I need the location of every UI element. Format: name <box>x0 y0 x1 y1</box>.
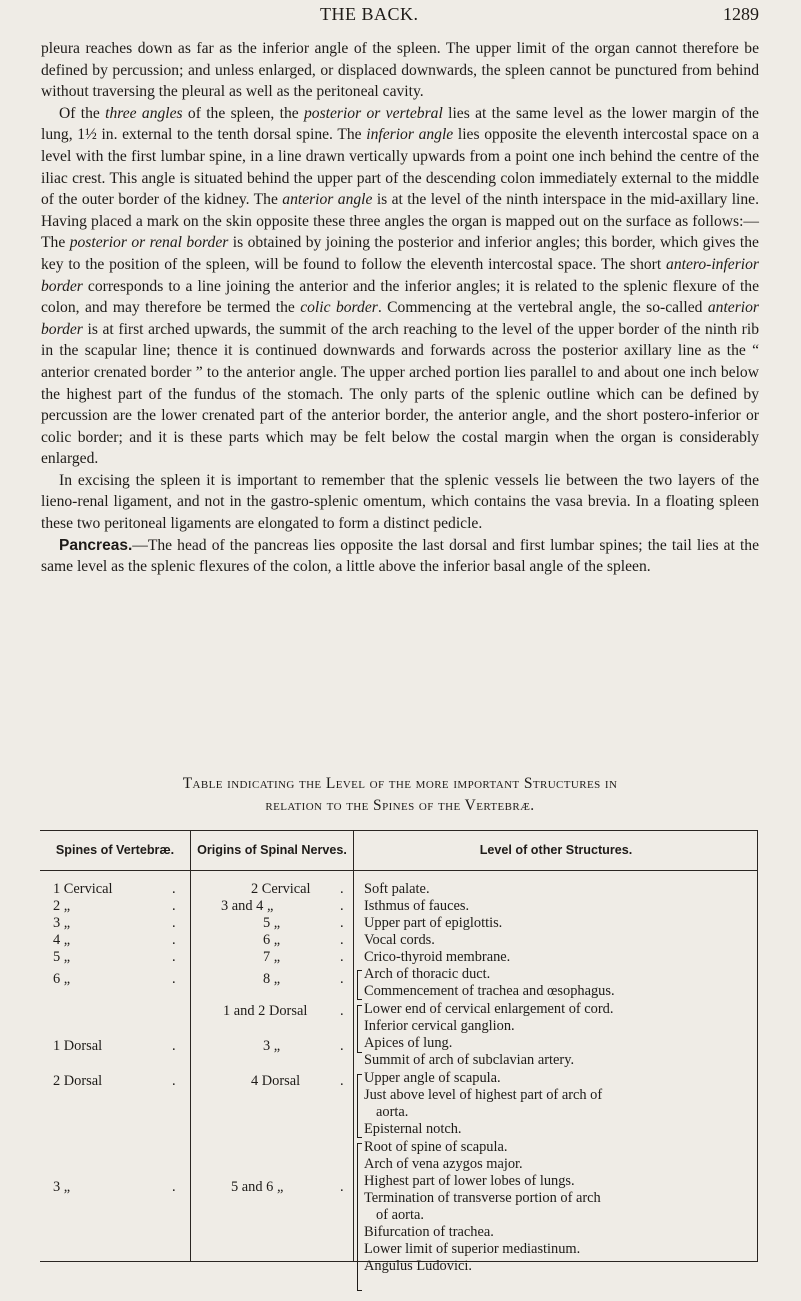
header-nerves: Origins of Spinal Nerves. <box>191 830 354 871</box>
text-run: is at first arched upwards, the summit of the arch reaching to the level of the upper border of the ninth rib in the scapular line; thence it is continued downwards and forwards across the posterior axillary line as the “ anterior crenated border ” to the anterior angle. The upper arched portion lies parallel to and about one inch below the highest part of the fundus of the stomach. The only parts of the splenic outline which can be defined by percussion are the lower crenated part of the anterior border, the anterior angle, and the short postero-inferior or colic border; and it is these parts which may be felt below the costal margin when the organ is considerably enlarged. <box>41 320 759 468</box>
structure-of-aorta: of aorta. <box>376 1207 424 1223</box>
leader-dot: . <box>340 932 344 948</box>
vertebral-levels-table <box>40 830 758 1274</box>
nerve-3-and-4: 3 and 4 „ <box>221 898 274 914</box>
spines-column <box>40 871 191 1263</box>
brace <box>357 1143 358 1291</box>
structure-angulus-ludovici: Angulus Ludovici. <box>364 1258 472 1274</box>
emphasis-anterior-angle: anterior angle <box>282 191 373 209</box>
leader-dot: . <box>172 1179 176 1195</box>
leader-dot: . <box>340 949 344 965</box>
pancreas-text: —The head of the pancreas lies opposite the last dorsal and first lumbar spines; the tail lies at the same level as the splenic flexures of the colon, a little above the inferior basal angle of the spleen. <box>41 536 759 576</box>
nerve-5-and-6: 5 and 6 „ <box>231 1179 284 1195</box>
structure-transverse-arch: Termination of transverse portion of arch <box>364 1190 601 1206</box>
nerve-6: 6 „ <box>263 932 281 948</box>
leader-dot: . <box>172 971 176 987</box>
leader-dot: . <box>340 1179 344 1195</box>
emphasis-anterior-border: anterior border <box>41 299 759 338</box>
table-header-row <box>40 830 758 871</box>
table-body-row <box>40 871 758 1263</box>
leader-dot: . <box>172 881 176 897</box>
text-run: is at the level of the ninth interspace in the mid-axillary line. Having placed a mark on the skin opposite these three angles the organ is mapped out on the surface as follows:—The <box>41 191 759 252</box>
running-title: THE BACK. <box>320 4 419 24</box>
spine-1-cervical: 1 Cervical <box>53 881 113 897</box>
structure-cervical-ganglion: Inferior cervical ganglion. <box>364 1018 515 1034</box>
structure-apices-lung: Apices of lung. <box>364 1035 453 1051</box>
brace <box>357 1074 358 1138</box>
header-structures: Level of other Structures. <box>354 830 759 871</box>
structure-subclavian-arch: Summit of arch of subclavian artery. <box>364 1052 575 1068</box>
text-run: Of the <box>59 104 106 122</box>
text-run: of the spleen, the <box>182 104 304 122</box>
structures-column <box>354 871 759 1274</box>
nerve-7: 7 „ <box>263 949 281 965</box>
structure-lower-lobes: Highest part of lower lobes of lungs. <box>364 1173 575 1189</box>
paragraph-spleen-angles <box>41 103 759 470</box>
nerve-3-dorsal: 3 „ <box>263 1038 281 1054</box>
spine-6: 6 „ <box>53 971 71 987</box>
structure-aorta-continued: aorta. <box>376 1104 409 1120</box>
spine-2-dorsal: 2 Dorsal <box>53 1073 103 1089</box>
leader-dot: . <box>340 971 344 987</box>
structure-scapula-angle: Upper angle of scapula. <box>364 1070 501 1086</box>
running-head <box>0 4 801 30</box>
structure-isthmus: Isthmus of fauces. <box>364 898 470 914</box>
structure-episternal-notch: Episternal notch. <box>364 1121 462 1137</box>
nerves-column <box>191 871 354 1263</box>
nerves-cell <box>191 881 353 1261</box>
nerve-4-dorsal: 4 Dorsal <box>251 1073 301 1089</box>
structure-vocal-cords: Vocal cords. <box>364 932 435 948</box>
leader-dot: . <box>340 898 344 914</box>
spine-5: 5 „ <box>53 949 71 965</box>
spine-1-dorsal: 1 Dorsal <box>53 1038 103 1054</box>
emphasis-antero-inferior-border: antero-inferior border <box>41 255 759 295</box>
nerve-8: 8 „ <box>263 971 281 987</box>
nerve-2-cervical: 2 Cervical <box>251 881 311 897</box>
brace <box>357 1005 358 1053</box>
spine-3: 3 „ <box>53 915 71 931</box>
pancreas-heading: Pancreas. <box>59 536 133 554</box>
spine-3-dorsal: 3 „ <box>53 1179 71 1195</box>
structures-cell <box>354 881 758 1274</box>
brace <box>357 970 358 1000</box>
table-title <box>41 773 759 817</box>
leader-dot: . <box>172 1038 176 1054</box>
structure-tracheal-bifurcation: Bifurcation of trachea. <box>364 1224 494 1240</box>
text-run: lies opposite the eleventh intercostal space on a level with the first lumbar spine, in a line drawn vertically upwards from a point one inch behind the centre of the iliac crest. This angle is situated behind the upper part of the descending colon immediately external to the middle of the outer border of the kidney. The <box>41 126 759 209</box>
table-title-line-1: Table indicating the Level of the more important Structures in <box>182 775 618 792</box>
text-run: corresponds to a line joining the anterior and the inferior angles; it is related to the splenic flexure of the colon, and may therefore be termed the <box>41 277 759 317</box>
emphasis-three-angles: three angles <box>105 104 183 122</box>
spine-2: 2 „ <box>53 898 71 914</box>
nerve-5: 5 „ <box>263 915 281 931</box>
header-spines: Spines of Vertebræ. <box>40 830 191 871</box>
page-number: 1289 <box>723 4 759 24</box>
structure-soft-palate: Soft palate. <box>364 881 430 897</box>
spine-4: 4 „ <box>53 932 71 948</box>
structure-trachea-oesophagus: Commencement of trachea and œsophagus. <box>364 983 615 999</box>
leader-dot: . <box>340 1073 344 1089</box>
structure-epiglottis: Upper part of epiglottis. <box>364 915 503 931</box>
structure-cervical-enlargement: Lower end of cervical enlargement of cord. <box>364 1001 614 1017</box>
paragraph-pancreas <box>41 535 759 578</box>
body-text <box>41 38 759 578</box>
spines-cell <box>40 881 190 1261</box>
leader-dot: . <box>340 1038 344 1054</box>
leader-dot: . <box>340 881 344 897</box>
leader-dot: . <box>172 915 176 931</box>
emphasis-posterior-vertebral: posterior or vertebral <box>303 104 443 122</box>
text-run: lies at the same level as the lower margin of the lung, 1½ in. external to the tenth dorsal spine. The <box>41 104 759 144</box>
leader-dot: . <box>172 898 176 914</box>
leader-dot: . <box>172 932 176 948</box>
emphasis-inferior-angle: inferior angle <box>366 126 454 144</box>
leader-dot: . <box>172 1073 176 1089</box>
structure-superior-mediastinum: Lower limit of superior mediastinum. <box>364 1241 581 1257</box>
table-title-line-2: relation to the Spines of the Vertebræ. <box>265 797 535 814</box>
structure-thoracic-duct: Arch of thoracic duct. <box>364 966 491 982</box>
emphasis-colic-border: colic border <box>300 299 378 317</box>
text-run: is obtained by joining the posterior and inferior angles; this border, which gives the key to the position of the spleen, will be found to follow the eleventh intercostal space. The short <box>41 234 759 273</box>
text-run: . Commencing at the vertebral angle, the so-called <box>377 299 708 317</box>
leader-dot: . <box>172 949 176 965</box>
nerve-1-and-2-dorsal: 1 and 2 Dorsal <box>223 1003 308 1019</box>
structure-scapula-spine-root: Root of spine of scapula. <box>364 1139 508 1155</box>
paragraph-pleura: pleura reaches down as far as the inferior angle of the spleen. The upper limit of the organ cannot therefore be defined by percussion; and unless enlarged, or displaced downwards, the spleen cannot be punctured from behind without traversing the pleural as well as the peritoneal cavity. <box>41 40 759 101</box>
leader-dot: . <box>340 915 344 931</box>
emphasis-renal-border: posterior or renal border <box>69 234 229 252</box>
structure-crico-thyroid: Crico-thyroid membrane. <box>364 949 511 965</box>
paragraph-excising-spleen: In excising the spleen it is important to remember that the splenic vessels lie between the two layers of the lieno-renal ligament, and not in the gastro-splenic omentum, which contains the vasa brevia. In a floating spleen these two peritoneal ligaments are elongated to form a distinct pedicle. <box>41 471 759 533</box>
structure-vena-azygos: Arch of vena azygos major. <box>364 1156 523 1172</box>
structure-aortic-arch-level: Just above level of highest part of arch of <box>364 1087 603 1103</box>
leader-dot: . <box>340 1003 344 1019</box>
